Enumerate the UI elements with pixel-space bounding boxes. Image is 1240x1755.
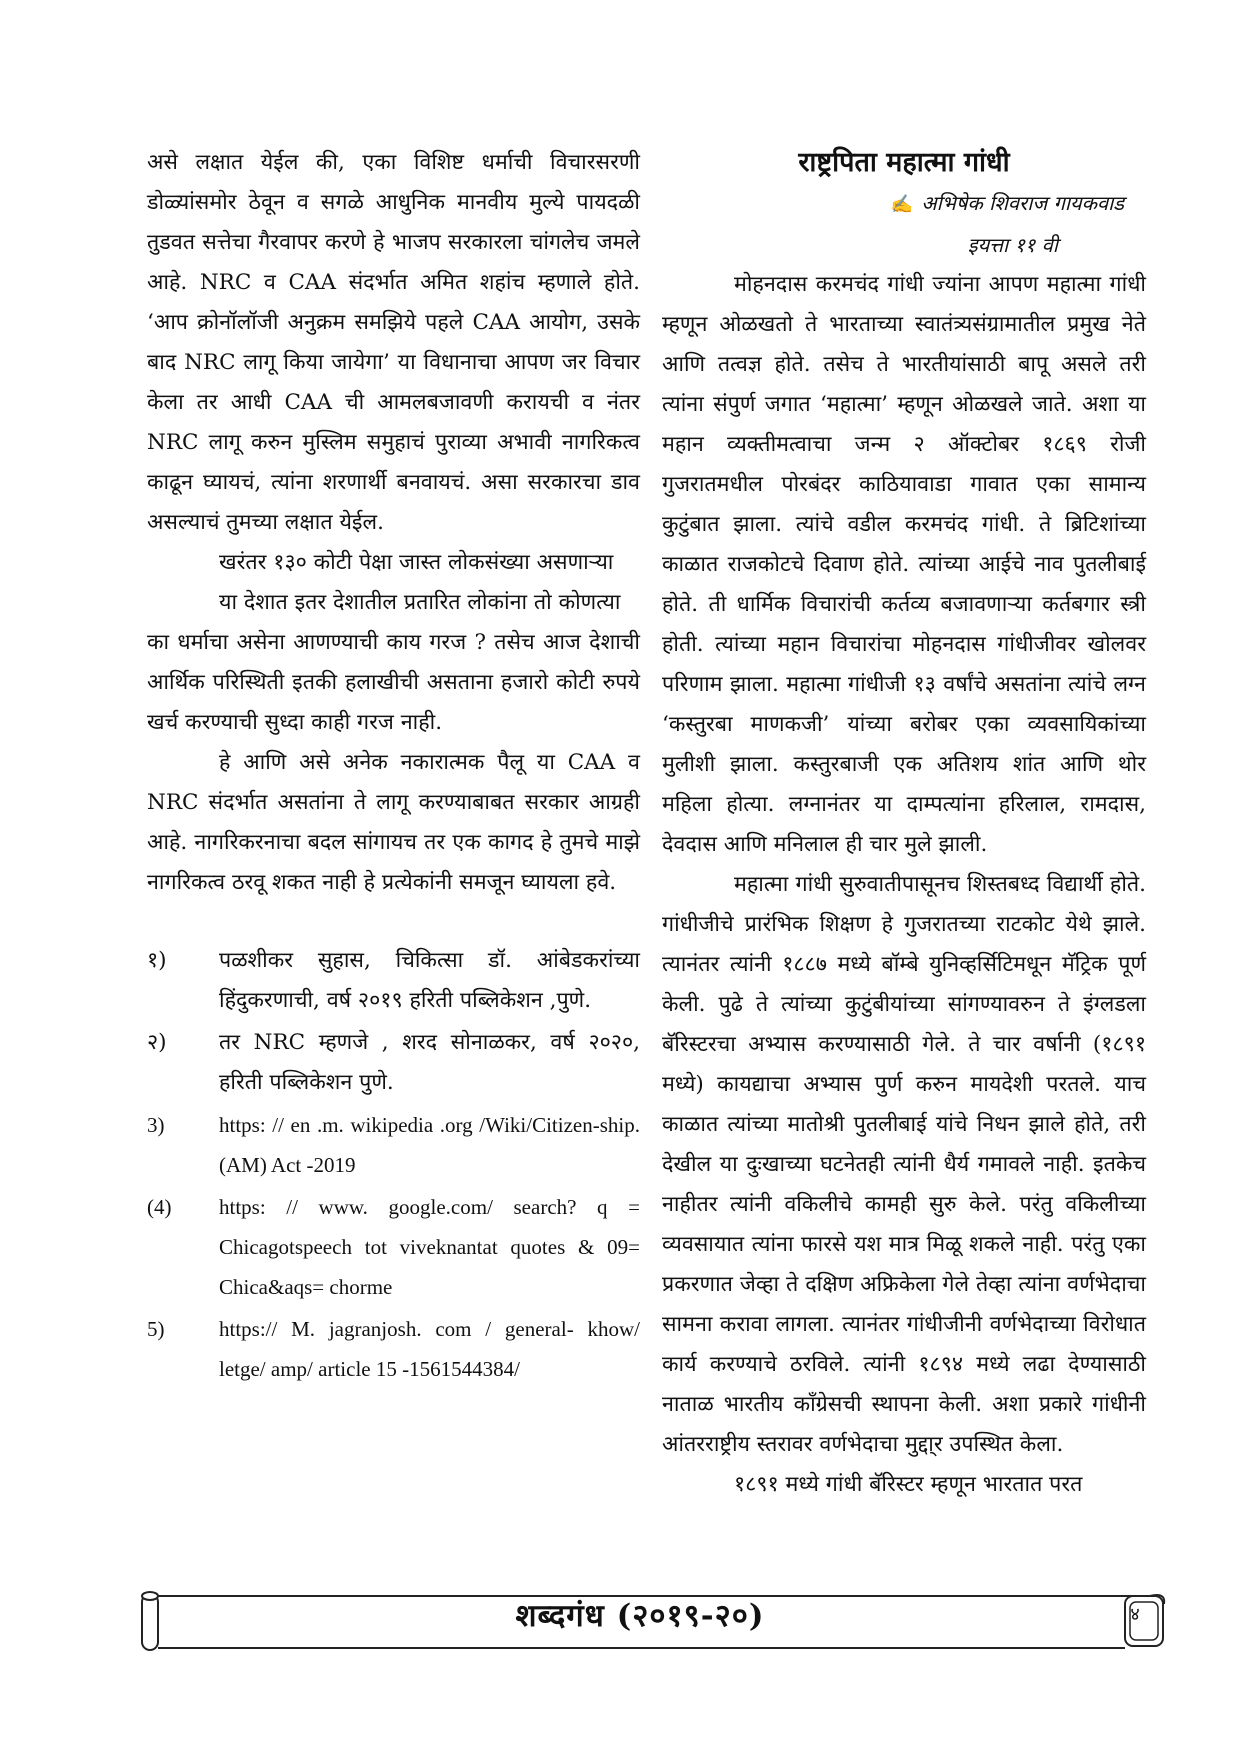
reference-text: पळशीकर सुहास, चिकित्सा डॉ. आंबेडकरांच्या हिंदुकरणाची, वर्ष २०१९ हरिती पब्लिकेशन ,पुणे.	[219, 948, 640, 1013]
article-title: राष्ट्रपिता महात्मा गांधी	[798, 147, 1010, 178]
reference-item	[147, 1187, 640, 1307]
reference-item	[147, 1023, 640, 1103]
page-number: ४	[1130, 1604, 1140, 1625]
right-column	[662, 143, 1146, 1505]
reference-item	[147, 1105, 640, 1185]
reference-text: तर NRC म्हणजे , शरद सोनाळकर, वर्ष २०२०, हरिती पब्लिकेशन पुणे.	[219, 1030, 640, 1095]
reference-number: 3)	[147, 1113, 165, 1137]
reference-number: 5)	[147, 1317, 165, 1341]
left-paragraph-2-rest: का धर्माचा असेना आणण्याची काय गरज ? तसेच आज देशाची आर्थिक परिस्थिती इतकी हलाखीची असताना हजारो कोटी रुपये खर्च करण्याची सुध्दा काही गरज नाही.	[147, 630, 640, 735]
pen-icon: ✍	[890, 194, 914, 215]
reference-text: https: // en .m. wikipedia .org /Wiki/Citizen-ship. (AM) Act -2019	[219, 1113, 640, 1177]
reference-text: https:// M. jagranjosh. com / general- khow/ letge/ amp/ article 15 -1561544384/	[219, 1317, 640, 1381]
left-paragraph-2-line-2: या देशात इतर देशातील प्रतारित लोकांना तो कोणत्या	[219, 590, 621, 615]
right-paragraph-3: १८९१ मध्ये गांधी बॅरिस्टर म्हणून भारतात परत	[734, 1472, 1083, 1497]
left-paragraph-3: हे आणि असे अनेक नकारात्मक पैलू या CAA व NRC संदर्भात असतांना ते लागू करण्याबाबत सरकार आग्रही आहे. नागरिकरनाचा बदल सांगायच तर एक कागद हे तुमचे माझे नागरिकत्व ठरवू शकत नाही हे प्रत्येकांनी समजून घ्यायला हवे.	[147, 750, 640, 895]
right-paragraph-1: मोहनदास करमचंद गांधी ज्यांना आपण महात्मा गांधी म्हणून ओळखतो ते भारताच्या स्वातंत्र्यसंग्रामातील प्रमुख नेते आणि तत्वज्ञ होते. तसेच ते भारतीयांसाठी बापू असले तरी त्यांना संपुर्ण जगात ‘महात्मा’ म्हणून ओळखले जाते. अशा या महान व्यक्तीमत्वाचा जन्म २ ऑक्टोबर १८६९ रोजी गुजरातमधील पोरबंदर काठियावाडा गावात एका सामान्य कुटुंबात झाला. त्यांचे वडील करमचंद गांधी. ते ब्रिटिशांच्या काळात राजकोटचे दिवाण होते. त्यांच्या आईचे नाव पुतलीबाई होते. ती धार्मिक विचारांची कर्तव्य बजावणाऱ्या कर्तबगार स्त्री होती. त्यांच्या महान विचारांचा मोहनदास गांधीजीवर खोलवर परिणाम झाला. महात्मा गांधीजी १३ वर्षांचे असतांना त्यांचे लग्न ‘कस्तुरबा माणकजी’ यांच्या बरोबर एका व्यवसायिकांच्या मुलीशी झाला. कस्तुरबाजी एक अतिशय शांत आणि थोर महिला होत्या. लग्नानंतर या दाम्पत्यांना हरिलाल, रामदास, देवदास आणि मनिलाल ही चार मुले झाली.	[662, 272, 1146, 857]
author-name: अभिषेक शिवराज गायकवाड	[921, 191, 1124, 215]
reference-item	[147, 941, 640, 1021]
left-column	[147, 143, 640, 1389]
right-paragraph-2: महात्मा गांधी सुरुवातीपासूनच शिस्तबध्द विद्यार्थी होते. गांधीजीचे प्रारंभिक शिक्षण हे गुजरातच्या राटकोट येथे झाले. त्यानंतर त्यांनी १८८७ मध्ये बॉम्बे युनिव्हर्सिटिमधून मॅट्रिक पूर्ण केली. पुढे ते त्यांच्या कुटुंबीयांच्या सांगण्यावरुन ते इंग्लडला बॅरिस्टरचा अभ्यास करण्यासाठी गेले. ते चार वर्षानी (१८९१ मध्ये) कायद्याचा अभ्यास पुर्ण करुन मायदेशी परतले. याच काळात त्यांच्या मातोश्री पुतलीबाई यांचे निधन झाले होते, तरी देखील या दुःखाच्या घटनेतही त्यांनी धैर्य गमावले नाही. इतकेच नाहीतर त्यांनी वकिलीचे कामही सुरु केले. परंतु वकिलीच्या व्यवसायात त्यांना फारसे यश मात्र मिळू शकले नाही. परंतु एका प्रकरणात जेव्हा ते दक्षिण अफ्रिकेला गेले तेव्हा त्यांना वर्णभेदाचा सामना करावा लागला. त्यानंतर गांधीजीनी वर्णभेदाच्या विरोधात कार्य करण्याचे ठरविले. त्यांनी १८९४ मध्ये लढा देण्यासाठी नाताळ भारतीय कॉंग्रेसची स्थापना केली. अशा प्रकारे गांधीनी आंतरराष्ट्रीय स्तरावर वर्णभेदाचा मुद्दा्र उपस्थित केला.	[662, 872, 1146, 1457]
left-paragraph-2-line-1: खरंतर १३० कोटी पेक्षा जास्त लोकसंख्या असणाऱ्या	[219, 550, 614, 575]
reference-number: (4)	[147, 1195, 172, 1219]
footer-title: शब्दगंध (२०१९-२०)	[515, 1598, 765, 1634]
reference-number: २)	[147, 1030, 167, 1055]
references-list	[147, 941, 640, 1389]
author-line	[662, 183, 1146, 225]
left-paragraph-1: असे लक्षात येईल की, एका विशिष्ट धर्माची विचारसरणी डोळ्यांसमोर ठेवून व सगळे आधुनिक मानवीय मुल्ये पायदळी तुडवत सत्तेचा गैरवापर करणे हे भाजप सरकारला चांगलेच जमले आहे. NRC व CAA संदर्भात अमित शहांच म्हणाले होते. ‘आप क्रोनॉलॉजी अनुक्रम समझिये पहले CAA आयोग, उसके बाद NRC लागू किया जायेगा’ या विधानाचा आपण जर विचार केला तर आधी CAA ची आमलबजावणी करायची व नंतर NRC लागू करुन मुस्लिम समुहाचं पुराव्या अभावी नागरिकत्व काढून घ्यायचं, त्यांना शरणार्थी बनवायचं. असा सरकारचा डाव असल्याचं तुमच्या लक्षात येईल.	[147, 150, 640, 535]
reference-number: १)	[147, 948, 167, 973]
footer-banner	[140, 1588, 1170, 1658]
author-class: इयत्ता ११ वी	[967, 233, 1058, 257]
reference-text: https: // www. google.com/ search? q = Chicagotspeech tot viveknantat quotes & 09= Chica&aqs= chorme	[219, 1195, 640, 1299]
reference-item	[147, 1309, 640, 1389]
